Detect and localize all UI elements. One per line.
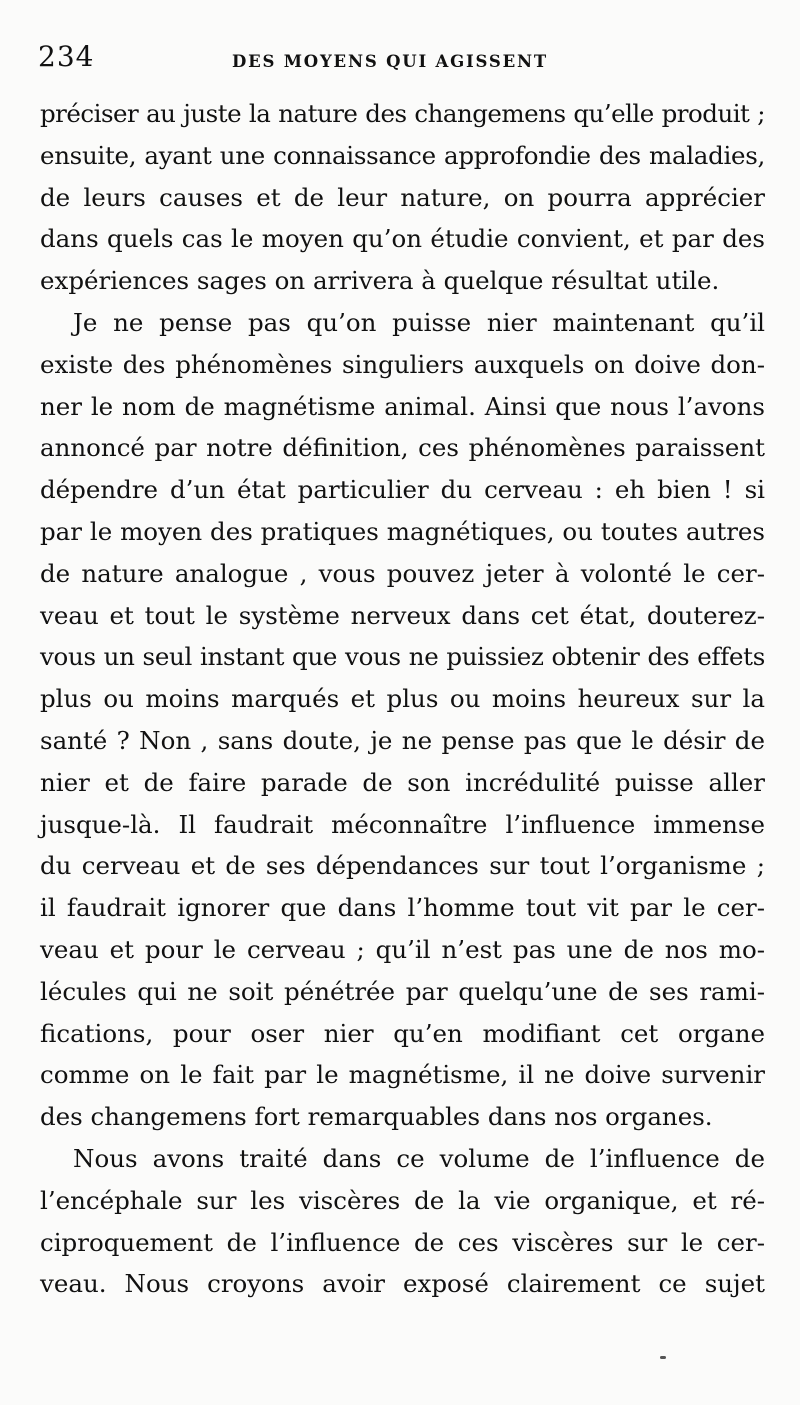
text-line: veau et tout le système nerveux dans cet état, douterez- — [40, 600, 765, 630]
ink-speck — [660, 1356, 666, 1359]
text-line: de leurs causes et de leur nature, on pourra apprécier — [40, 182, 765, 212]
text-line: ensuite, ayant une connaissance approfondie des maladies, — [40, 140, 765, 170]
text-line: préciser au juste la nature des changemens qu’elle produit ; — [40, 99, 765, 128]
text-line: dépendre d’un état particulier du cerveau : eh bien ! si — [40, 475, 765, 505]
text-line: comme on le fait par le magnétisme, il ne doive survenir — [40, 1060, 765, 1090]
text-line: Je ne pense pas qu’on puisse nier maintenant qu’il — [73, 307, 765, 337]
text-line: vous un seul instant que vous ne puissiez obtenir des effets — [40, 642, 765, 672]
text-line: des changemens fort remarquables dans nos organes. — [40, 1102, 713, 1132]
body-text — [40, 93, 765, 1305]
text-line: de nature analogue , vous pouvez jeter à volonté le cer- — [40, 558, 765, 588]
running-head: DES MOYENS QUI AGISSENT — [232, 52, 548, 71]
text-line: existe des phénomènes singuliers auxquels on doive don- — [40, 349, 765, 379]
text-line: annoncé par notre définition, ces phénomènes paraissent — [40, 433, 765, 463]
page-number: 234 — [38, 40, 95, 73]
text-line: expériences sages on arrivera à quelque résultat utile. — [40, 266, 720, 296]
text-line: Nous avons traité dans ce volume de l’influence de — [73, 1143, 765, 1173]
text-line: plus ou moins marqués et plus ou moins heureux sur la — [40, 684, 765, 714]
text-line: santé ? Non , sans doute, je ne pense pas que le désir de — [40, 725, 765, 755]
text-line: jusque-là. Il faudrait méconnaître l’influence immense — [40, 809, 765, 839]
text-line: ner le nom de magnétisme animal. Ainsi que nous l’avons — [40, 391, 765, 421]
text-line: veau. Nous croyons avoir exposé clairement ce sujet — [40, 1269, 765, 1299]
text-line: du cerveau et de ses dépendances sur tout l’organisme ; — [40, 851, 765, 881]
text-line: fications, pour oser nier qu’en modifiant cet organe — [40, 1018, 765, 1048]
text-line: il faudrait ignorer que dans l’homme tout vit par le cer- — [40, 893, 765, 923]
text-line: l’encéphale sur les viscères de la vie organique, et ré- — [40, 1185, 765, 1215]
text-line: lécules qui ne soit pénétrée par quelqu’une de ses rami- — [40, 976, 765, 1006]
text-line: veau et pour le cerveau ; qu’il n’est pas une de nos mo- — [40, 934, 765, 964]
text-line: dans quels cas le moyen qu’on étudie convient, et par des — [40, 224, 765, 254]
text-line: nier et de faire parade de son incrédulité puisse aller — [40, 767, 765, 797]
text-line: par le moyen des pratiques magnétiques, ou toutes autres — [40, 516, 765, 546]
text-line: ciproquement de l’influence de ces viscères sur le cer- — [40, 1227, 765, 1257]
